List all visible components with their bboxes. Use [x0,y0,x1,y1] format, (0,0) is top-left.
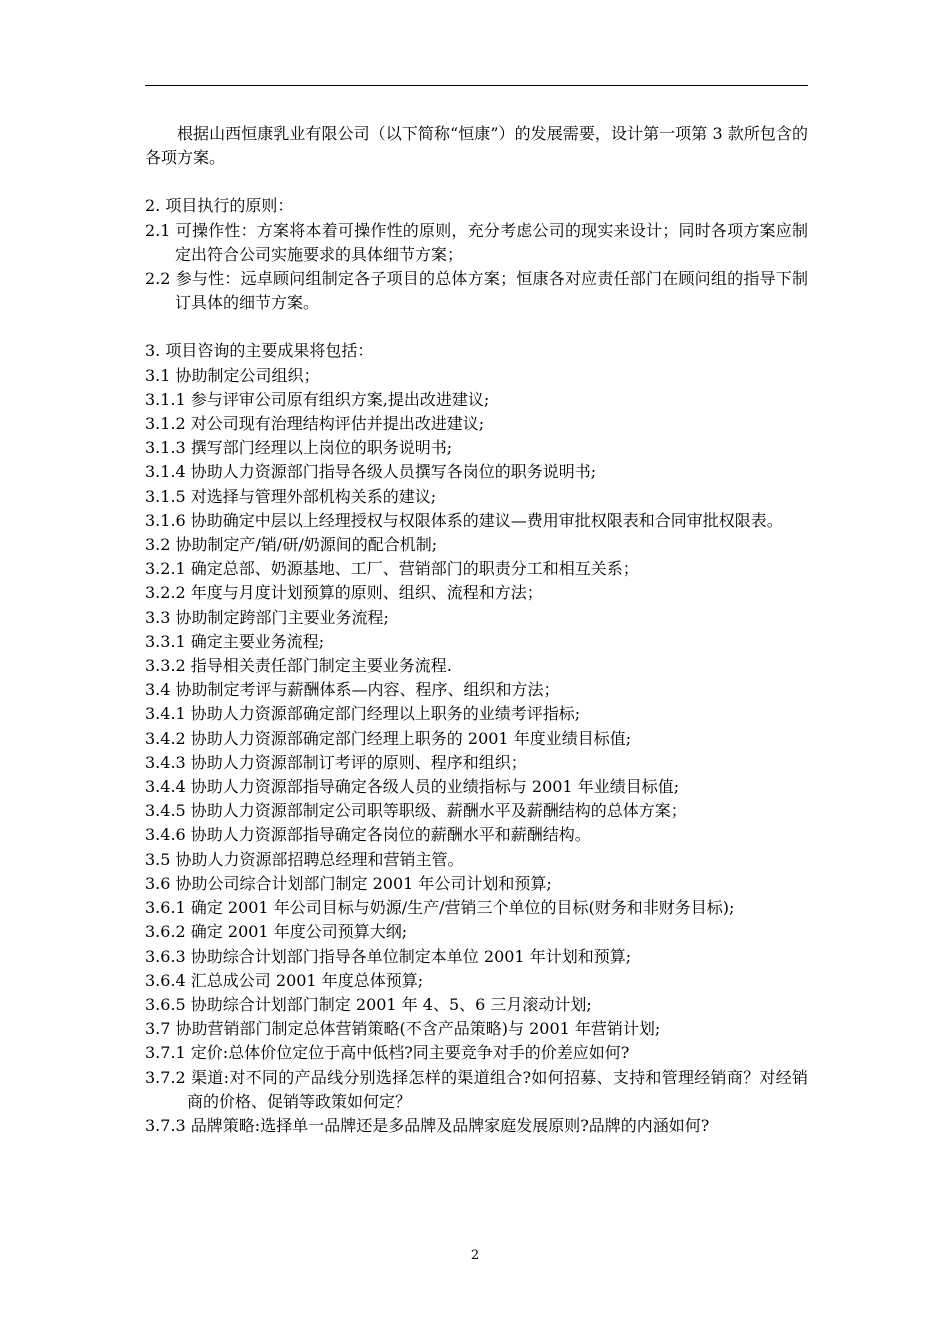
item-text: 汇总成公司 2001 年度总体预算; [190,970,424,990]
item-number: 3.2.1 [145,559,191,579]
item-text: 协助制定公司组织； [175,365,320,385]
item-number: 3.6 [145,873,176,893]
list-item [145,896,808,920]
list-item [145,460,808,484]
list-item [145,872,808,896]
item-text: 协助人力资源部确定部门经理以上职务的业绩考评指标; [190,704,581,724]
list-item [145,485,808,509]
item-number: 3.3 [145,607,176,627]
item-text: 协助人力资源部招聘总经理和营销主管。 [175,849,464,869]
list-item [145,678,808,702]
item-text: 协助人力资源部制订考评的原则、程序和组织； [190,752,527,772]
list-item [145,509,808,533]
list-item [145,630,808,654]
item-text: 协助综合计划部门制定 2001 年 4、5、6 三月滚动计划; [190,994,592,1014]
item-text: 协助制定考评与薪酬体系—内容、程序、组织和方法； [175,680,560,700]
item-text: 撰写部门经理以上岗位的职务说明书; [190,438,453,458]
section-2-heading: 2. 项目执行的原则： [145,196,294,216]
item-number: 3.1.3 [145,438,191,458]
item-number: 3.4.5 [145,801,191,821]
document-body [145,122,808,1138]
item-number: 3.2.2 [145,583,191,603]
item-number: 3.7.2 [145,1067,192,1087]
list-item [145,799,808,823]
item-number: 3.2 [145,535,176,555]
item-text: 协助人力资源部门指导各级人员撰写各岗位的职务说明书; [190,462,597,482]
item-text: 渠道:对不同的产品线分别选择怎样的渠道组合?如何招募、支持和管理经销商？对经销商的价格、促销等政策如何定？ [187,1067,808,1111]
item-number: 3.4.4 [145,777,191,797]
header-rule [145,85,808,86]
list-item [145,412,808,436]
item-number: 3.1.1 [145,389,191,409]
section-3-heading: 3. 项目咨询的主要成果将包括： [145,341,374,361]
item-text: 指导相关责任部门制定主要业务流程. [190,656,452,676]
list-item [145,775,808,799]
item-number: 3.3.1 [145,631,191,651]
section-2-list [145,219,808,316]
item-text: 确定主要业务流程; [190,631,325,651]
item-text: 协助人力资源部确定部门经理上职务的 2001 年度业绩目标值; [190,728,632,748]
item-number: 3.4.1 [145,704,191,724]
item-text: 协助确定中层以上经理授权与权限体系的建议—费用审批权限表和合同审批权限表。 [190,510,783,530]
list-item [145,993,808,1017]
list-item [145,920,808,944]
item-number: 3.6.1 [145,898,191,918]
item-number: 3.1 [145,365,176,385]
item-text: 参与评审公司原有组织方案,提出改进建议; [190,389,490,409]
item-text: 对公司现有治理结构评估并提出改进建议; [190,414,485,434]
list-item [145,533,808,557]
list-item [145,702,808,726]
item-number: 3.1.4 [145,462,191,482]
item-text: 协助人力资源部指导确定各级人员的业绩指标与 2001 年业绩目标值; [190,777,680,797]
item-text: 确定总部、奶源基地、工厂、营销部门的职责分工和相互关系； [190,559,639,579]
item-number: 3.4.2 [145,728,191,748]
list-item [145,557,808,581]
item-text: 年度与月度计划预算的原则、组织、流程和方法； [190,583,543,603]
section-3-list [145,364,808,1139]
item-number: 3.7 [145,1019,176,1039]
item-text: 协助制定跨部门主要业务流程; [175,607,389,627]
intro-paragraph: 根据山西恒康乳业有限公司（以下简称“恒康”）的发展需要，设计第一项第 3 款所包含的各项方案。 [145,124,808,168]
item-text: 定价:总体价位定位于高中低档?同主要竞争对手的价差应如何? [190,1043,630,1063]
list-item [145,1114,808,1138]
item-number: 3.6.5 [145,994,191,1014]
list-item [145,436,808,460]
item-number: 3.6.2 [145,922,191,942]
item-text: 确定 2001 年公司目标与奶源/生产/营销三个单位的目标(财务和非财务目标); [190,898,735,918]
item-number: 3.7.1 [145,1043,191,1063]
item-text: 协助公司综合计划部门制定 2001 年公司计划和预算; [175,873,552,893]
item-text: 协助人力资源部指导确定各岗位的薪酬水平和薪酬结构。 [190,825,591,845]
list-item [145,654,808,678]
list-item [145,1066,808,1114]
item-number: 3.4 [145,680,176,700]
list-item [145,1017,808,1041]
item-text: 协助综合计划部门指导各单位制定本单位 2001 年计划和预算; [190,946,632,966]
list-item [145,606,808,630]
item-text: 对选择与管理外部机构关系的建议; [190,486,437,506]
item-number: 3.6.4 [145,970,191,990]
list-item [145,751,808,775]
list-item [145,364,808,388]
item-number: 3.4.3 [145,752,191,772]
list-item [145,388,808,412]
item-number: 3.1.2 [145,414,191,434]
item-number: 3.5 [145,849,176,869]
list-item: 2.1 可操作性：方案将本着可操作性的原则，充分考虑公司的现实来设计；同时各项方案应制定出符合公司实施要求的具体细节方案； [145,220,808,264]
item-number: 3.1.5 [145,486,191,506]
list-item [145,969,808,993]
page-number: 2 [470,1248,480,1263]
item-text: 协助人力资源部制定公司职等职级、薪酬水平及薪酬结构的总体方案； [190,801,687,821]
item-text: 确定 2001 年度公司预算大纲; [190,922,408,942]
item-number: 3.4.6 [145,825,191,845]
item-text: 协助制定产/销/研/奶源间的配合机制; [175,535,438,555]
item-number: 3.7.3 [145,1115,191,1135]
item-text: 品牌策略:选择单一品牌还是多品牌及品牌家庭发展原则?品牌的内涵如何? [190,1115,710,1135]
list-item [145,848,808,872]
item-number: 3.1.6 [145,510,191,530]
list-item [145,823,808,847]
item-number: 3.3.2 [145,656,191,676]
list-item: 2.2 参与性：远卓顾问组制定各子项目的总体方案；恒康各对应责任部门在顾问组的指导下制订具体的细节方案。 [145,269,808,313]
item-text: 协助营销部门制定总体营销策略(不含产品策略)与 2001 年营销计划; [175,1019,661,1039]
list-item [145,1041,808,1065]
item-number: 3.6.3 [145,946,191,966]
list-item [145,945,808,969]
list-item [145,581,808,605]
list-item [145,727,808,751]
